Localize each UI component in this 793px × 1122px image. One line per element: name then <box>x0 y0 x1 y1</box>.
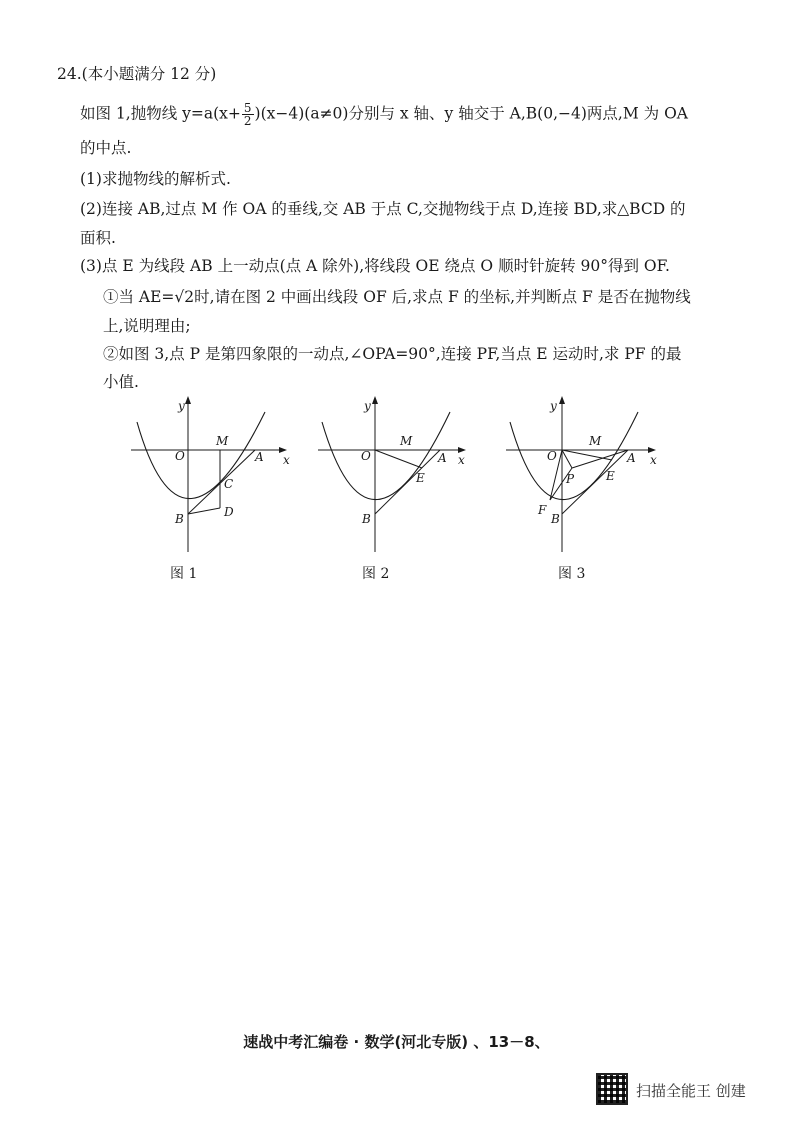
parabola <box>137 412 265 499</box>
label-d: D <box>224 505 234 519</box>
figure-3-diagram <box>500 392 670 557</box>
label-y: y <box>178 399 185 413</box>
label-f: F <box>538 503 547 517</box>
y-axis-arrow <box>185 396 191 404</box>
label-a: A <box>438 451 447 465</box>
figure-2 <box>312 392 482 557</box>
label-p: P <box>566 472 575 486</box>
figure-1-caption: 图 1 <box>170 566 198 582</box>
segment-oe <box>562 450 612 460</box>
label-e: E <box>606 469 615 483</box>
question-3-2-line-1: ②如图 3,点 P 是第四象限的一动点,∠OPA=90°,连接 PF,当点 E 运动时,求 PF 的最 <box>103 345 682 363</box>
segment-op <box>562 450 572 468</box>
question-3-2-line-2: 小值. <box>103 373 139 391</box>
segment-pa <box>572 450 628 468</box>
label-m: M <box>589 434 602 448</box>
question-2-line-1: (2)连接 AB,过点 M 作 OA 的垂线,交 AB 于点 C,交抛物线于点 D,连接 BD,求△BCD 的 <box>80 200 686 218</box>
question-3: (3)点 E 为线段 AB 上一动点(点 A 除外),将线段 OE 绕点 O 顺时针旋转 90°得到 OF. <box>80 257 670 275</box>
figure-2-diagram <box>312 392 482 557</box>
label-a: A <box>255 450 264 464</box>
question-2-line-2: 面积. <box>80 229 116 247</box>
label-e: E <box>416 471 425 485</box>
label-y: y <box>550 399 557 413</box>
label-o: O <box>175 449 185 463</box>
problem-intro-line-1 <box>80 102 688 127</box>
question-1: (1)求抛物线的解析式. <box>80 170 231 188</box>
figure-3 <box>500 392 670 557</box>
figure-1-diagram <box>125 392 295 557</box>
segment-oe <box>375 450 422 468</box>
problem-intro-line-2: 的中点. <box>80 139 132 157</box>
scanner-brand-text: 扫描全能王 创建 <box>636 1082 746 1100</box>
label-c: C <box>224 477 234 491</box>
label-y: y <box>364 399 371 413</box>
label-o: O <box>361 449 371 463</box>
parabola <box>322 412 450 500</box>
label-b: B <box>175 512 184 526</box>
figure-1 <box>125 392 295 557</box>
label-m: M <box>400 434 413 448</box>
fraction-denominator: 2 <box>243 114 252 128</box>
label-x: x <box>650 453 657 467</box>
scanner-watermark <box>596 1073 776 1109</box>
label-o: O <box>547 449 557 463</box>
label-a: A <box>627 451 636 465</box>
label-m: M <box>216 434 229 448</box>
question-3-1-line-1: ①当 AE=√2时,请在图 2 中画出线段 OF 后,求点 F 的坐标,并判断点 F 是否在抛物线 <box>103 288 691 306</box>
fraction-five-halves <box>242 102 254 127</box>
problem-header: 24.(本小题满分 12 分) <box>57 65 217 83</box>
segment-ab <box>188 450 255 514</box>
intro-text-pre: 如图 1,抛物线 y=a(x+ <box>80 104 241 123</box>
label-b: B <box>551 512 560 526</box>
figure-3-caption: 图 3 <box>558 566 586 582</box>
intro-text-post: )(x−4)(a≠0)分别与 x 轴、y 轴交于 A,B(0,−4)两点,M 为 OA <box>254 104 688 123</box>
label-x: x <box>458 453 465 467</box>
figure-2-caption: 图 2 <box>362 566 390 582</box>
label-x: x <box>283 453 290 467</box>
label-b: B <box>362 512 371 526</box>
question-3-1-line-2: 上,说明理由; <box>103 317 191 335</box>
parabola <box>510 412 638 500</box>
y-axis-arrow <box>372 396 378 404</box>
fraction-numerator: 5 <box>243 101 252 115</box>
qr-code-icon <box>596 1073 628 1105</box>
page-footer: 速战中考汇编卷 · 数学(河北专版) 、13－8、 <box>243 1033 550 1051</box>
y-axis-arrow <box>559 396 565 404</box>
segment-ab <box>375 450 440 514</box>
